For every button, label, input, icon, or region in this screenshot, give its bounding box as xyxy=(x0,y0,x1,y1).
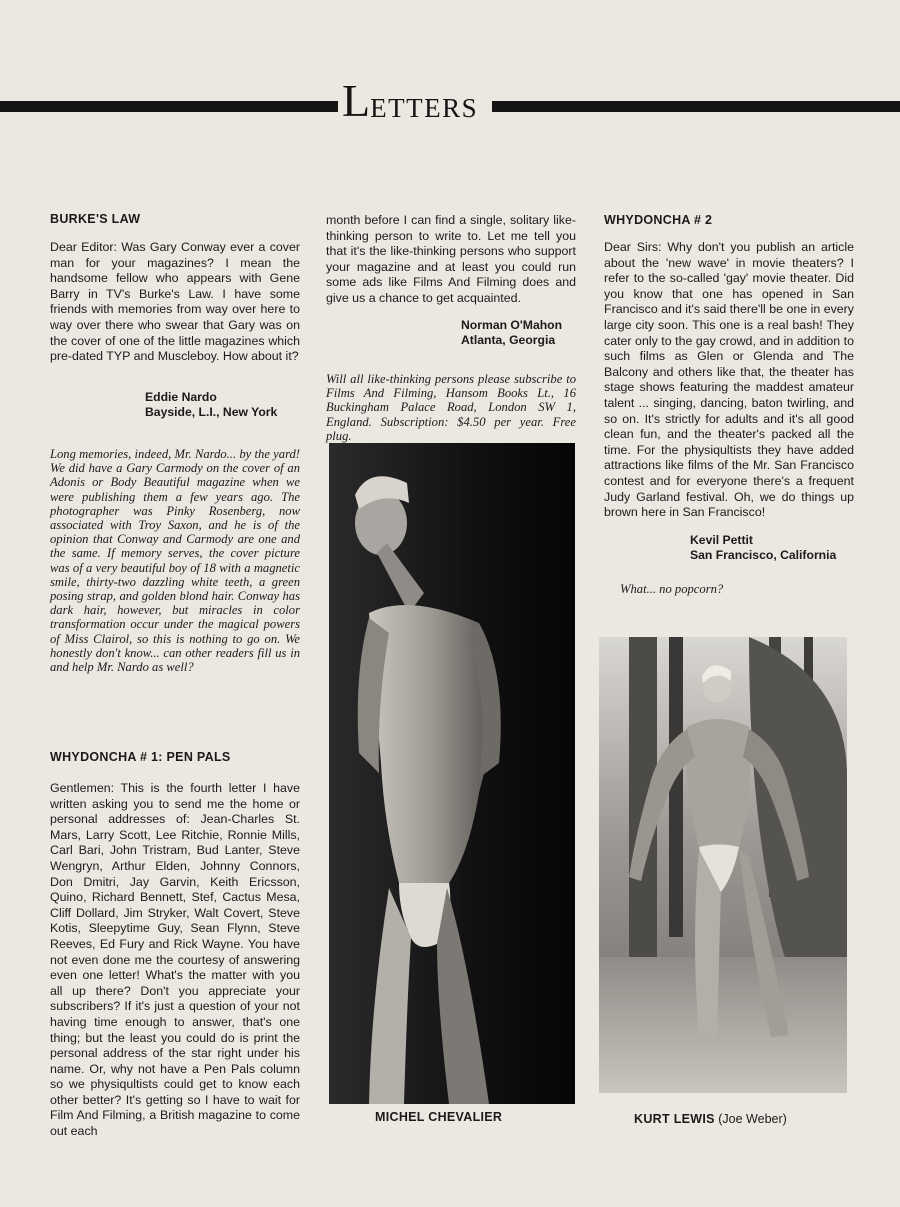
signature-name: Norman O'Mahon xyxy=(461,318,563,332)
photo-figure-graphic xyxy=(599,637,847,1093)
editor-reply-text: What... no popcorn? xyxy=(620,582,724,596)
photo-caption-kurt-lewis xyxy=(634,1112,787,1126)
letter-signature xyxy=(145,390,315,420)
letter-signature xyxy=(461,318,591,348)
photo-kurt-lewis xyxy=(599,637,847,1093)
header-rule-right xyxy=(492,101,900,112)
header-rule-left xyxy=(0,101,338,112)
letter-heading: WHYDONCHA # 2 xyxy=(604,213,713,227)
letter-whydoncha-2-heading-wrap xyxy=(604,213,854,227)
letter-whydoncha-2 xyxy=(604,240,854,521)
editor-reply xyxy=(620,582,820,596)
photo-caption-name: MICHEL CHEVALIER xyxy=(375,1110,503,1124)
editor-reply-text: Long memories, indeed, Mr. Nardo... by the yard! We did have a Gary Carmody on the cover of an Adonis or Body Beautiful magazine when we were publishing them a few years ago. The photographer was Pinky Rosenberg, now associated with Troy Saxon, and he is of the opinion that Conway and Carmody are one and the same. If memory serves, the cover picture was of a very beautiful boy of 18 with a magnetic smile, thirty-two dazzling white teeth, a green posing strap, and golden blond hair. Conway has dark hair, however, but miracles in color transformation occur under the magical powers of Miss Clairol, so this is nothing to go on. We honestly don't know... can other readers fill us in and help Mr. Nardo as well? xyxy=(50,447,300,675)
editor-reply xyxy=(50,447,300,674)
letter-body: Dear Sirs: Why don't you publish an article about the 'new wave' in movie theaters? I refer to the so-called 'gay' movie theater. Did you know that one has opened in San Francisco and it's said there'll be one in every large city soon. This one is a real bash! They cater only to the gay crowd, and in addition to such films as Glen or Glenda and The Balcony and others like that, the theater has stage shows featuring the maddest amateur talent ... singing, dancing, baton twirling, and so on. It's strictly for adults and it's all good clean fun, and the theater's packed all the time. For the physiqultists they have added attractions like films of the Mr. San Francisco contest and for everyone there's a frequent Judy Garland festival. Oh, we do things up brown here in San Francisco! xyxy=(604,240,854,520)
section-title-rest: ETTERS xyxy=(370,93,479,123)
photo-caption-name: KURT LEWIS xyxy=(634,1112,715,1126)
signature-name: Kevil Pettit xyxy=(690,533,753,547)
letter-burkes-law xyxy=(50,240,300,365)
letter-body: Gentlemen: This is the fourth letter I have written asking you to send me the home or personal addresses of: Jean-Charles St. Mars, Larry Scott, Lee Ritchie, Ronnie Mills, Carl Bari, John Tristram, Bud Lanter, Steve Wengryn, Arthur Elden, Johnny Connors, Don Dmitri, Jay Garvin, Keith Ericsson, Quino, Richard Bennett, Stef, Cactus Mesa, Cliff Dollard, Jim Stryker, Walt Covert, Steve Kotis, Sleepytime Guy, Sean Flynn, Steve Reeves, Ed Fury and Rick Wayne. You have not even done me the courtesy of answering even one letter! What's the matter with you all up there? Don't you appreciate your subscribers? If it's just a question of your not having time enough to answer, that's one thing; but the least you could do is print the personal address of the star right under his name. Or, why not have a Pen Pals column so we physiqultists could get to know each other better? It's getting so I have to wait for Film And Filming, a British magazine to come out each xyxy=(50,781,300,1139)
signature-place: San Francisco, California xyxy=(690,548,837,562)
letter-heading: BURKE'S LAW xyxy=(50,212,141,226)
section-title xyxy=(342,75,490,126)
letter-heading: WHYDONCHA # 1: PEN PALS xyxy=(50,750,231,764)
letter-pen-pals-heading-wrap xyxy=(50,750,300,764)
photo-caption-alias: (Joe Weber) xyxy=(718,1112,787,1126)
editor-reply xyxy=(326,372,576,443)
letter-signature xyxy=(690,533,860,563)
photo-caption-michel-chevalier xyxy=(375,1110,502,1124)
letter-burkes-law-heading-wrap xyxy=(50,212,300,226)
signature-place: Atlanta, Georgia xyxy=(461,333,556,347)
letter-pen-pals-continued xyxy=(326,213,576,307)
letter-body: Dear Editor: Was Gary Conway ever a cover man for your magazines? I mean the handsome fellow who appears with Gene Barry in TV's Burke's Law. I have some friends with memories from way over here to way over there who swear that Gary was on the cover of one of the little magazines which pre-dated TYP and Muscleboy. How about it? xyxy=(50,240,300,364)
signature-place: Bayside, L.I., New York xyxy=(145,405,278,419)
photo-figure-graphic xyxy=(329,443,575,1104)
editor-reply-text: Will all like-thinking persons please subscribe to Films And Filming, Hansom Books Lt., 16 Buckingham Palace Road, London SW 1, England. Subscription: $4.50 per year. Free plug. xyxy=(326,372,576,443)
letter-body-continued: month before I can find a single, solitary like-thinking person to write to. Let me tell you that it's the like-thinking persons who support your magazine and at least you could run some ads like Films And Filming does and give us a chance to get acquainted. xyxy=(326,213,576,305)
section-title-initial: L xyxy=(342,75,371,126)
photo-michel-chevalier xyxy=(329,443,575,1104)
letter-pen-pals xyxy=(50,781,300,1140)
signature-name: Eddie Nardo xyxy=(145,390,217,404)
